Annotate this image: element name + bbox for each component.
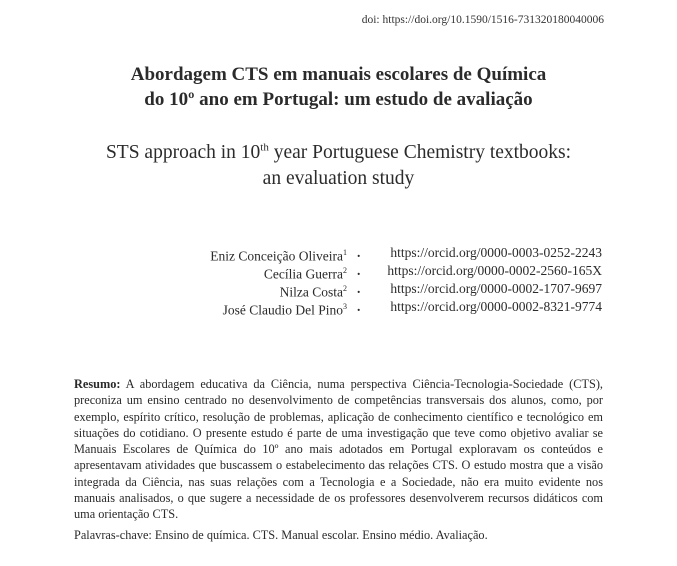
author-name-text: Eniz Conceição Oliveira <box>210 248 343 264</box>
author-row <box>0 298 677 316</box>
title-en-line-1-prefix: STS approach in 10 <box>105 142 261 163</box>
author-affiliation-sup: 2 <box>343 266 347 275</box>
author-affiliation-sup: 1 <box>343 248 347 257</box>
author-name-text: Nilza Costa <box>279 284 343 300</box>
author-name-text: Cecília Guerra <box>263 266 343 282</box>
doi-link[interactable]: doi: https://doi.org/10.1590/1516-731320180040006 <box>361 14 604 26</box>
author-row <box>0 280 677 298</box>
author-separator: . <box>357 245 361 260</box>
abstract-text: A abordagem educativa da Ciência, numa perspectiva Ciência-Tecnologia-Sociedade (CTS), preconiza um ensino centrado no desenvolvimento de competências transversais dos alunos, como, por exemplo, espírito crítico, resolução de problemas, aplicação de conhecimento científico e tecnológico em situações do cotidiano. O presente estudo é parte de uma investigação que teve como objetivo avaliar se Manuais Escolares de Química do 10º ano mais adotados em Portugal exploravam os conteúdos e apresentavam atividades que buscassem o estabelecimento das relações CTS. O estudo mostra que a visão integrada da Ciência, nas suas relações com a Tecnologia e a Sociedade, não era muito evidente nos manuais analisados, o que sugere a necessidade de os professores desenvolverem recursos didáticos com uma orientação CTS. <box>74 377 603 522</box>
author-orcid-link[interactable]: https://orcid.org/0000-0003-0252-2243 <box>390 245 602 260</box>
author-row <box>0 244 677 262</box>
author-separator: . <box>357 263 361 278</box>
abstract-label: Resumo: <box>74 377 121 391</box>
title-en-line-1-suffix: year Portuguese Chemistry textbooks: <box>268 142 572 163</box>
abstract <box>74 376 603 523</box>
title-en-ordinal-sup: th <box>260 141 269 154</box>
author-name-text: José Claudio Del Pino <box>222 302 343 318</box>
title-portuguese <box>0 62 677 112</box>
author-row <box>0 262 677 280</box>
author-affiliation-sup: 2 <box>343 284 347 293</box>
title-en-line-1 <box>0 140 677 166</box>
author-separator: . <box>357 281 361 296</box>
title-pt-line-2: do 10º ano em Portugal: um estudo de avaliação <box>144 89 533 110</box>
author-orcid-link[interactable]: https://orcid.org/0000-0002-2560-165X <box>387 263 602 278</box>
author-list <box>0 244 677 316</box>
author-orcid-link[interactable]: https://orcid.org/0000-0002-1707-9697 <box>390 281 602 296</box>
author-orcid-link[interactable]: https://orcid.org/0000-0002-8321-9774 <box>390 299 602 314</box>
author-name <box>223 298 347 320</box>
keywords: Palavras-chave: Ensino de química. CTS. Manual escolar. Ensino médio. Avaliação. <box>74 528 488 542</box>
author-affiliation-sup: 3 <box>343 302 347 311</box>
title-pt-line-1: Abordagem CTS em manuais escolares de Química <box>130 64 547 85</box>
title-english <box>0 140 677 192</box>
title-en-line-2: an evaluation study <box>262 168 415 189</box>
author-separator: . <box>357 299 361 314</box>
